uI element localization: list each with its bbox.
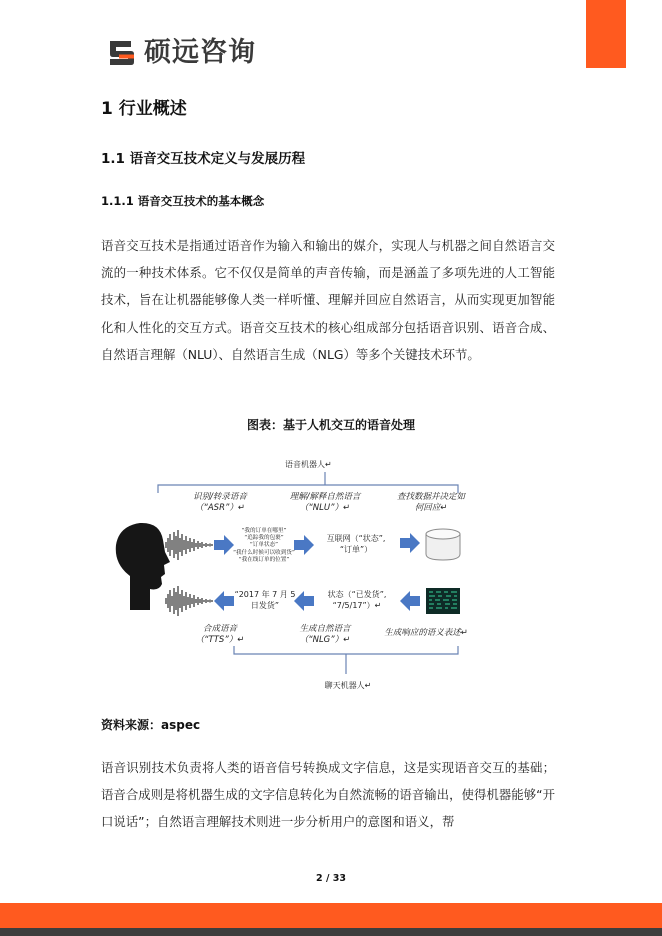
intent-label: 互联网（“状态”, “订单”） bbox=[326, 534, 386, 554]
heading-2: 1.1 语音交互技术定义与发展历程 bbox=[101, 151, 306, 167]
footer-accent-bar bbox=[0, 903, 662, 928]
heading-3: 1.1.1 语音交互技术的基本概念 bbox=[101, 194, 265, 208]
source-note: 资料来源：aspec bbox=[101, 718, 201, 732]
voice-robot-label: 语音机器人↵ bbox=[285, 460, 332, 469]
paragraph-intro: 语音交互技术是指通过语音作为输入和输出的媒介，实现人与机器之间自然语言交流的一种技术体系。它不仅仅是简单的声音传输，而是涵盖了多项先进的人工智能技术，旨在让机器能够像人类一样听懂、理解并回应自然语言，从而实现更加智能化和人性化的交互方式。语音交互技术的核心组成部分包括语音识别、语音合成、自然语言理解（NLU）、自然语言生成（NLG）等多个关键技术环节。 bbox=[101, 238, 555, 362]
stage-semantic: 生成响应的语义表述↵ bbox=[384, 628, 468, 638]
paragraph-body: 语音识别技术负责将人类的语音信号转换成文字信息，这是实现语音交互的基础；语音合成则是将机器生成的文字信息转化为自然流畅的语音输出，使得机器能够“开口说话”；自然语言理解技术则进一步分析用户的意图和语义，帮 bbox=[101, 760, 555, 830]
stage-decide: 查找数据并决定如 何回应↵ bbox=[396, 492, 465, 513]
chatbot-label: 聊天机器人↵ bbox=[324, 681, 372, 690]
brand-name: 硕远咨询 bbox=[144, 37, 256, 68]
utterance-list: “我的订单在哪里” “追踪我的包裹” “订单状态” “我什么时候可以收到货” “我在线订单的位置” bbox=[233, 528, 295, 563]
soundwave-bottom-icon bbox=[166, 586, 212, 616]
stage-tts: 合成语音 （“TTS”）↵ bbox=[195, 624, 245, 645]
brand-logo bbox=[107, 36, 256, 70]
footer-dark-bar bbox=[0, 928, 662, 936]
arrow-left-1 bbox=[214, 591, 234, 611]
heading-1: 1 行业概述 bbox=[101, 99, 187, 119]
binary-data-icon bbox=[426, 588, 460, 614]
voice-interaction-figure bbox=[110, 448, 550, 696]
figure-graphics bbox=[110, 448, 550, 696]
logo-mark-icon bbox=[107, 38, 137, 68]
page-number: 2 / 33 bbox=[316, 873, 346, 884]
figure-title: 图表：基于人机交互的语音处理 bbox=[246, 418, 415, 432]
status-label: 状态（“已发货”, “7/5/17”）↵ bbox=[327, 590, 387, 610]
database-icon bbox=[426, 529, 460, 560]
arrow-right-3 bbox=[400, 533, 420, 553]
soundwave-top-icon bbox=[166, 530, 212, 560]
human-head-icon bbox=[116, 523, 170, 610]
top-accent-bar bbox=[586, 0, 626, 68]
arrow-left-2 bbox=[294, 591, 314, 611]
arrow-left-3 bbox=[400, 591, 420, 611]
stage-asr: 识别/转录语音 （“ASR”）↵ bbox=[193, 492, 247, 513]
stage-nlg: 生成自然语言 （“NLG”）↵ bbox=[299, 624, 351, 645]
response-text: “2017 年 7 月 5 日发货” bbox=[234, 590, 296, 610]
stage-nlu: 理解/解释自然语言 （“NLU”）↵ bbox=[289, 492, 361, 513]
